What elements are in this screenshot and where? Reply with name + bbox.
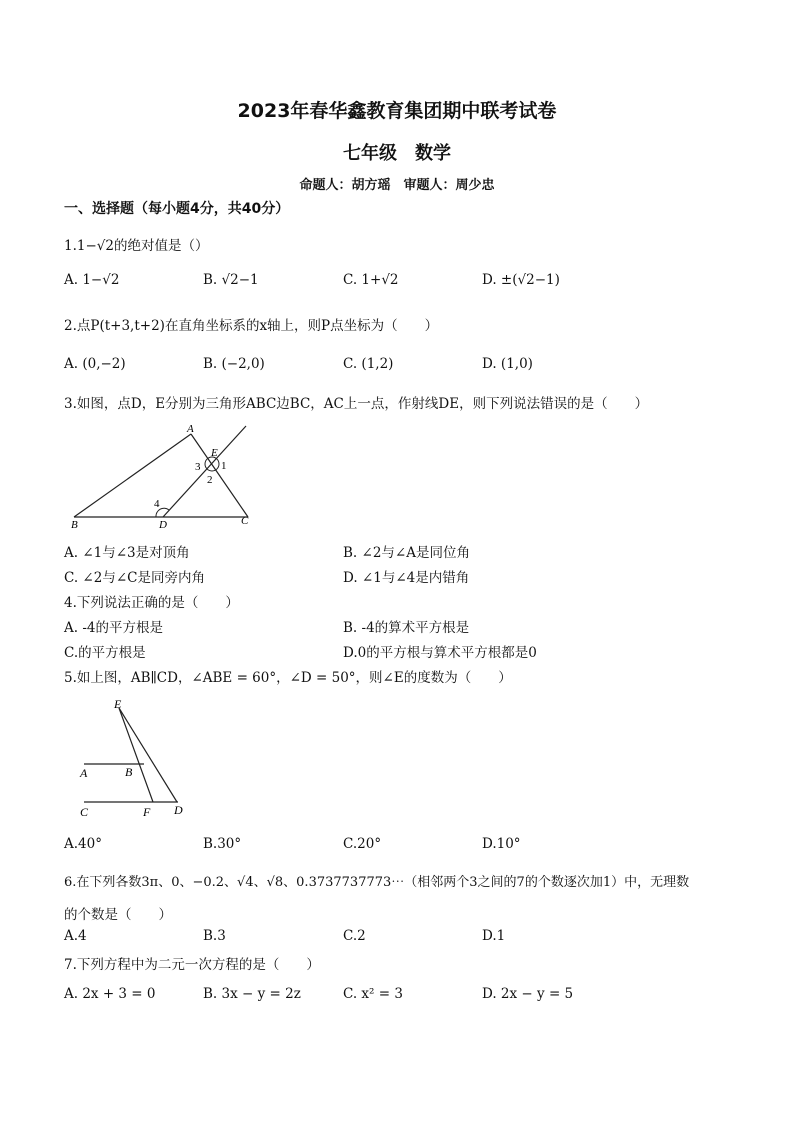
label-b: B <box>71 519 78 530</box>
question-6-option-a: A.4 <box>64 928 87 944</box>
question-2-option-b: B. (−2,0) <box>203 356 265 372</box>
paper-subtitle: 七年级 数学 <box>343 143 451 164</box>
question-4-option-d: D.0的平方根与算术平方根都是0 <box>343 645 537 661</box>
question-7-option-b: B. 3x − y = 2z <box>203 986 301 1002</box>
label-c: C <box>241 515 249 527</box>
question-5-option-a: A.40° <box>64 836 102 852</box>
question-4-option-a: A. -4的平方根是 <box>64 620 163 636</box>
label-4: 4 <box>154 498 160 510</box>
question-1-option-d: D. ±(√2−1) <box>482 272 560 288</box>
segment-ab <box>74 434 191 517</box>
question-2-option-c: C. (1,2) <box>343 356 394 372</box>
question-1-option-b: B. √2−1 <box>203 272 259 288</box>
question-7-option-d: D. 2x − y = 5 <box>482 986 574 1002</box>
label-e: E <box>114 697 122 711</box>
figure-3-triangle <box>60 420 260 530</box>
question-2-option-d: D. (1,0) <box>482 356 533 372</box>
question-4-option-c: C.的平方根是 <box>64 645 146 661</box>
section-heading: 一、选择题（每小题4分，共40分） <box>64 201 290 217</box>
label-b: B <box>125 765 133 779</box>
label-e: E <box>211 447 218 459</box>
label-d: D <box>159 519 167 530</box>
label-c: C <box>80 805 89 819</box>
label-1: 1 <box>221 460 227 472</box>
segment-ac <box>191 434 248 517</box>
label-a: A <box>187 423 194 435</box>
question-7-stem: 7.下列方程中为二元一次方程的是（ ） <box>64 957 320 973</box>
figure-5-parallel-lines <box>74 696 194 822</box>
question-1-option-c: C. 1+√2 <box>343 272 399 288</box>
label-2: 2 <box>207 474 213 486</box>
question-3-option-b: B. ∠2与∠A是同位角 <box>343 545 470 561</box>
question-5-option-b: B.30° <box>203 836 242 852</box>
question-5-option-d: D.10° <box>482 836 521 852</box>
question-6-stem-line-2: 的个数是（ ） <box>64 907 172 923</box>
question-2-stem: 2.点P(t+3,t+2)在直角坐标系的x轴上，则P点坐标为（ ） <box>64 318 439 334</box>
question-1-stem: 1.1−√2的绝对值是（） <box>64 238 209 254</box>
question-4-stem: 4.下列说法正确的是（ ） <box>64 595 239 611</box>
question-4-option-b: B. -4的算术平方根是 <box>343 620 470 636</box>
label-3: 3 <box>195 461 201 473</box>
ray-de <box>163 426 246 517</box>
question-3-option-c: C. ∠2与∠C是同旁内角 <box>64 570 205 586</box>
question-5-option-c: C.20° <box>343 836 382 852</box>
question-3-stem: 3.如图，点D，E分别为三角形ABC边BC，AC上一点，作射线DE，则下列说法错误的是（ ） <box>64 396 649 412</box>
question-6-option-d: D.1 <box>482 928 506 944</box>
label-f: F <box>143 805 151 819</box>
question-6-stem-line-1: 6.在下列各数3π、0、−0.2、√4、√8、0.3737737773⋯（相邻两个3之间的7的个数逐次加1）中，无理数 <box>64 875 690 890</box>
paper-title: 2023年春华鑫教育集团期中联考试卷 <box>237 100 557 122</box>
question-1-option-a: A. 1−√2 <box>64 272 120 288</box>
question-6-option-c: C.2 <box>343 928 366 944</box>
question-3-option-d: D. ∠1与∠4是内错角 <box>343 570 470 586</box>
question-7-option-c: C. x² = 3 <box>343 986 403 1002</box>
label-d: D <box>174 803 183 817</box>
question-2-option-a: A. (0,−2) <box>64 356 126 372</box>
question-3-option-a: A. ∠1与∠3是对顶角 <box>64 545 190 561</box>
paper-authors: 命题人：胡方瑶 审题人：周少忠 <box>299 178 495 193</box>
label-a: A <box>80 766 88 780</box>
question-6-option-b: B.3 <box>203 928 226 944</box>
question-5-stem: 5.如上图，AB∥CD，∠ABE = 60°，∠D = 50°，则∠E的度数为（ ） <box>64 670 512 686</box>
question-7-option-a: A. 2x + 3 = 0 <box>64 986 156 1002</box>
